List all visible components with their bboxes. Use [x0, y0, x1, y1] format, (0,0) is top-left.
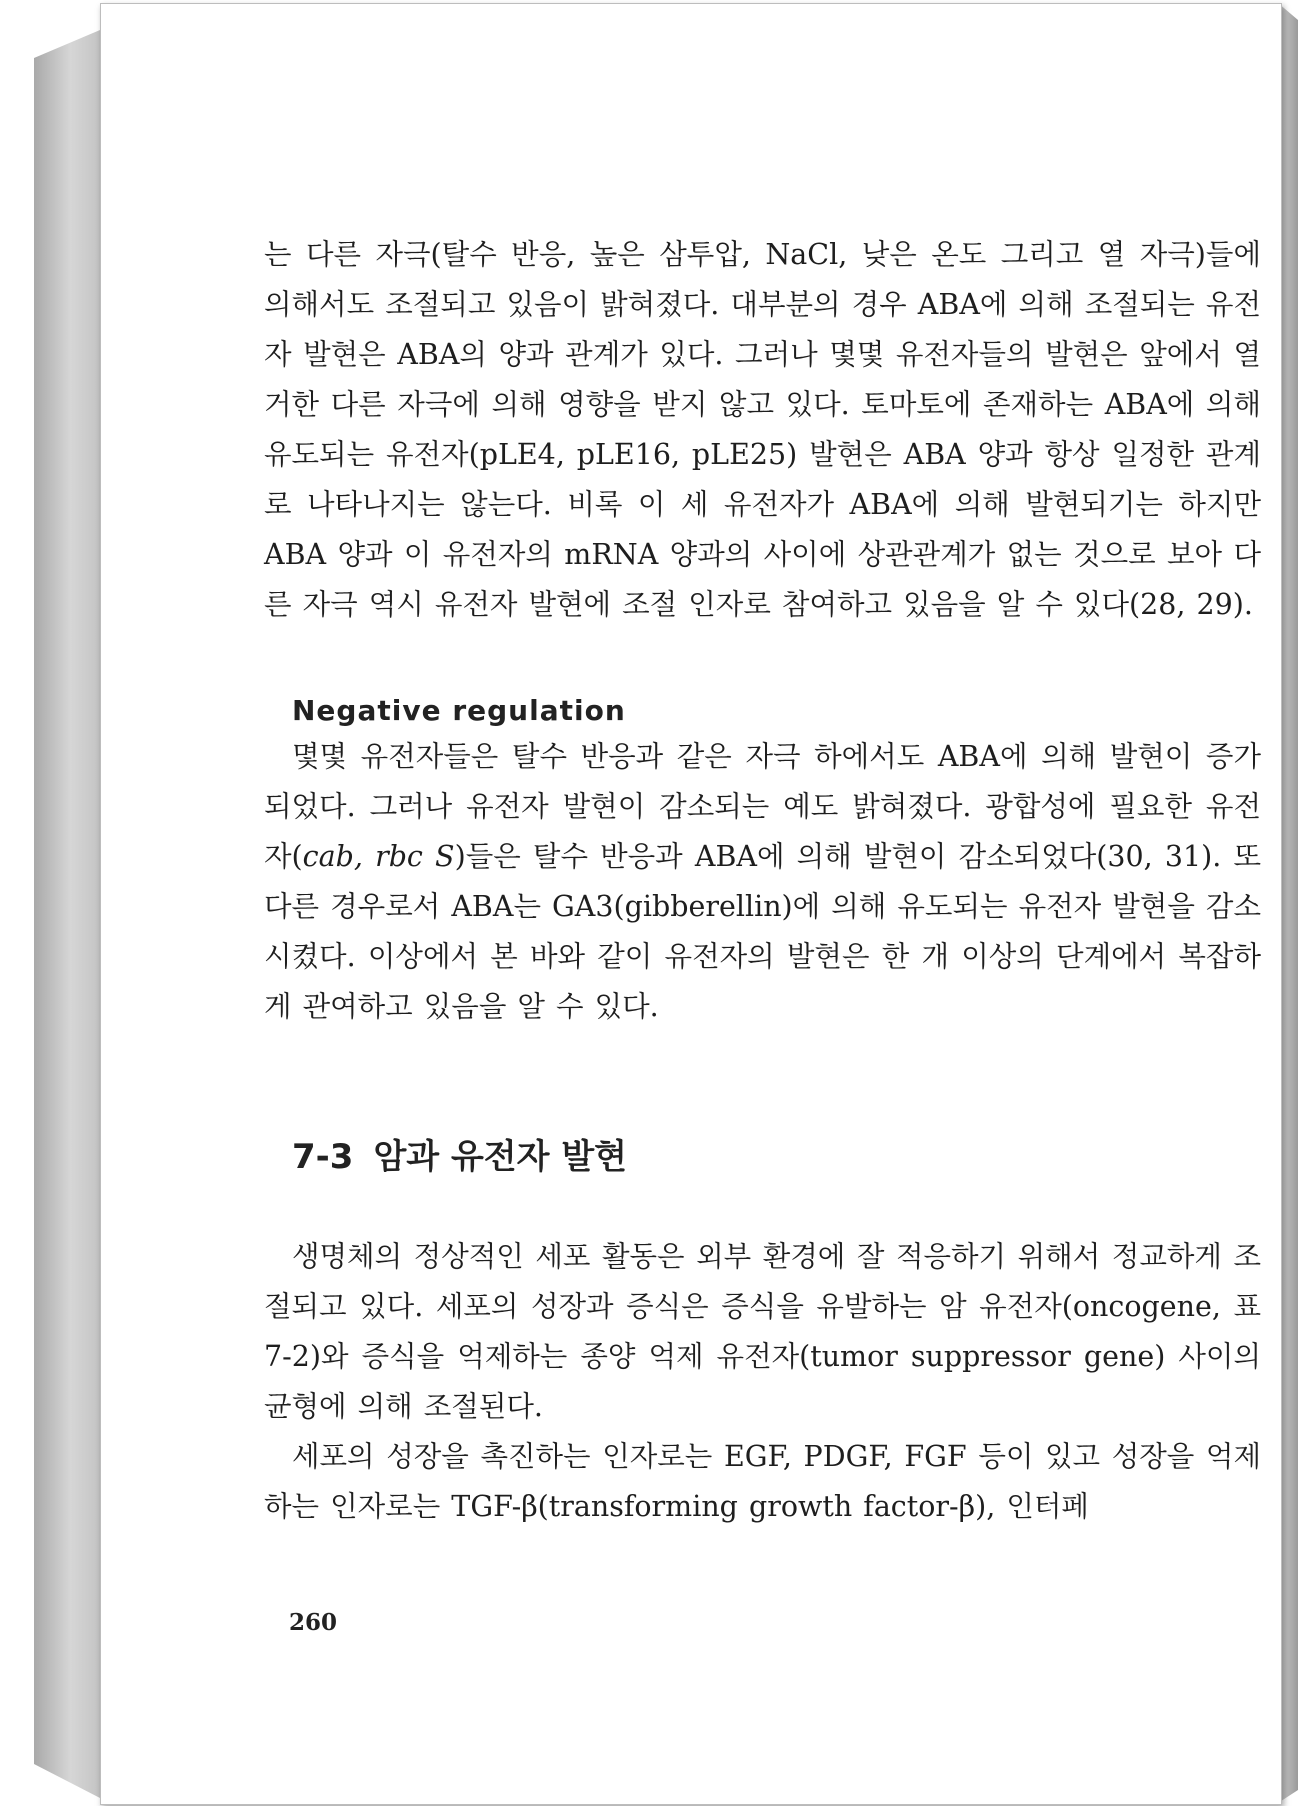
book-spine: [34, 30, 100, 1798]
section-number: 7-3: [292, 1137, 354, 1177]
spacer: [264, 1032, 1261, 1132]
paragraph-cell-growth-balance: 생명체의 정상적인 세포 활동은 외부 환경에 잘 적응하기 위해서 정교하게 조절되고 있다. 세포의 성장과 증식은 증식을 유발하는 암 유전자(oncogene, 표 7-2)와 증식을 억제하는 종양 억제 유전자(tumor suppressor gene) 사이의 균형에 의해 조절된다.: [264, 1240, 1261, 1423]
negative-regulation-text-1: 몇몇 유전자들은 탈수 반응과 같은 자극 하에서도 ABA에 의해 발현이 증가되었다. 그러나 유전자 발현이 감소되는 예도 밝혀졌다. 광합성에 필요한 유전자(: [264, 740, 1261, 873]
spacer: [264, 630, 1261, 690]
paragraph-growth-factors: 세포의 성장을 촉진하는 인자로는 EGF, PDGF, FGF 등이 있고 성장을 억제하는 인자로는 TGF-β(transforming growth factor-β), 인터페: [264, 1440, 1261, 1523]
section-heading: [264, 1132, 1261, 1182]
paragraph-aba-other-stimuli: 는 다른 자극(탈수 반응, 높은 삼투압, NaCl, 낮은 온도 그리고 열 자극)들에 의해서도 조절되고 있음이 밝혀졌다. 대부분의 경우 ABA에 의해 조절되는 유전자 발현은 ABA의 양과 관계가 있다. 그러나 몇몇 유전자들의 발현은 앞에서 열거한 다른 자극에 의해 영향을 받지 않고 있다. 토마토에 존재하는 ABA에 의해 유도되는 유전자(pLE4, pLE16, pLE25) 발현은 ABA 양과 항상 일정한 관계로 나타나지는 않는다. 비록 이 세 유전자가 ABA에 의해 발현되기는 하지만 ABA 양과 이 유전자의 mRNA 양과의 사이에 상관관계가 없는 것으로 보아 다른 자극 역시 유전자 발현에 조절 인자로 참여하고 있음을 알 수 있다(28, 29).: [264, 238, 1261, 621]
paragraph-negative-regulation: [264, 732, 1261, 1032]
page-content: [264, 230, 1261, 1532]
section-title: 암과 유전자 발현: [373, 1137, 628, 1177]
negative-regulation-text-2: )들은 탈수 반응과 ABA에 의해 발현이 감소되었다(30, 31). 또 다른 경우로서 ABA는 GA3(gibberellin)에 의해 유도되는 유전자 발현을 감소시켰다. 이상에서 본 바와 같이 유전자의 발현은 한 개 이상의 단계에서 복잡하게 관여하고 있음을 알 수 있다.: [264, 840, 1261, 1023]
gene-names: cab, rbc S: [302, 840, 455, 873]
page-number: 260: [289, 1609, 338, 1636]
subheading-negative-regulation: Negative regulation: [292, 694, 626, 727]
book-page: [100, 3, 1282, 1805]
